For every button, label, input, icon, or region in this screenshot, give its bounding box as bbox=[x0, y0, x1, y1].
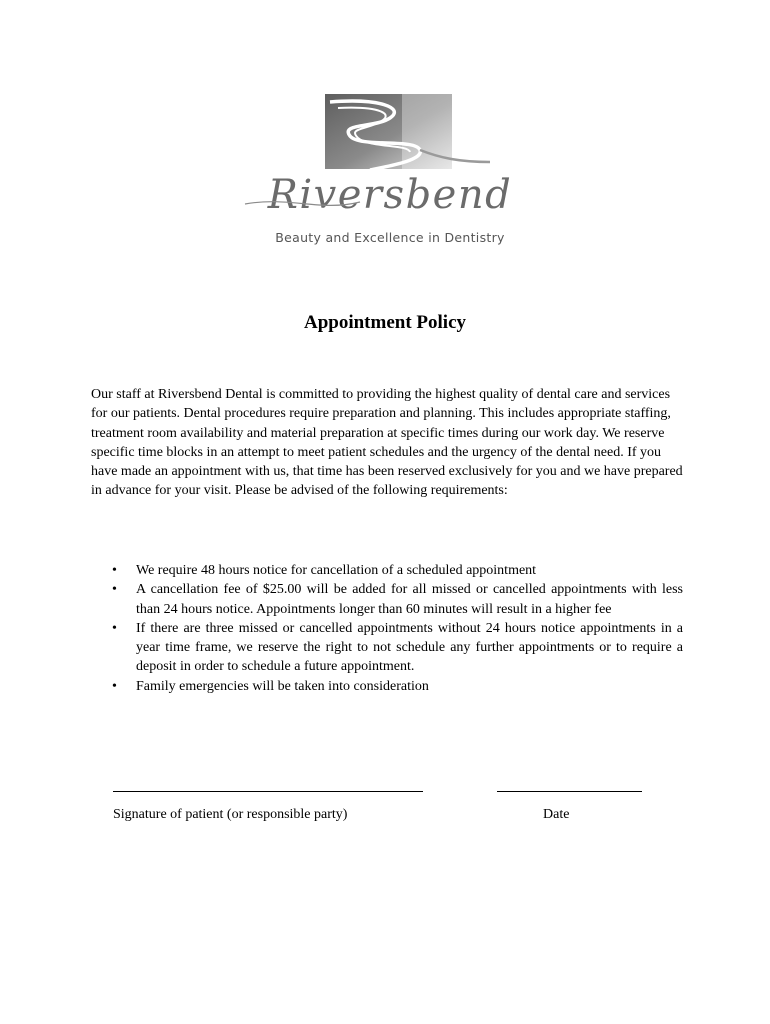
bullet-icon: • bbox=[112, 678, 117, 694]
date-line[interactable] bbox=[497, 791, 642, 792]
logo-wordmark: Riversbend bbox=[267, 172, 513, 218]
list-item bbox=[91, 619, 683, 677]
bullet-icon: • bbox=[112, 563, 117, 578]
date-label: Date bbox=[543, 807, 570, 822]
patient-signature-line[interactable] bbox=[113, 791, 423, 792]
logo-tagline: Beauty and Excellence in Dentistry bbox=[275, 230, 505, 245]
page-title: Appointment Policy bbox=[303, 312, 467, 333]
bullet-icon: • bbox=[112, 620, 117, 636]
requirement-text: Family emergencies will be taken into consideration bbox=[136, 678, 429, 694]
requirement-text: We require 48 hours notice for cancellation of a scheduled appointment bbox=[136, 563, 537, 578]
logo bbox=[230, 88, 550, 263]
requirement-text: A cancellation fee of $25.00 will be added for all missed or cancelled appointments with less than 24 hours notice. Appointments longer than 60 minutes will result in a higher fee bbox=[136, 582, 683, 617]
bullet-icon: • bbox=[112, 582, 117, 598]
list-item bbox=[91, 561, 683, 580]
list-item bbox=[91, 580, 683, 619]
patient-signature-label: Signature of patient (or responsible party) bbox=[113, 807, 348, 822]
requirement-text: If there are three missed or cancelled appointments without 24 hours notice appointments in a year time frame, we reserve the right to not schedule any further appointments or to require a deposit in order to schedule a future appointment. bbox=[136, 620, 683, 675]
requirements-list bbox=[91, 561, 683, 696]
intro-paragraph: Our staff at Riversbend Dental is committed to providing the highest quality of dental care and services for our patients. Dental procedures require preparation and planning. This includes appropriate staffing, treatment room availability and material preparation at specific times during our work day. We reserve specific time blocks in an attempt to meet patient schedules and the urgency of the dental need. If you have made an appointment with us, that time has been reserved exclusively for you and we have prepared in advance for your visit. Please be advised of the following requirements: bbox=[91, 387, 683, 499]
list-item bbox=[91, 677, 683, 696]
